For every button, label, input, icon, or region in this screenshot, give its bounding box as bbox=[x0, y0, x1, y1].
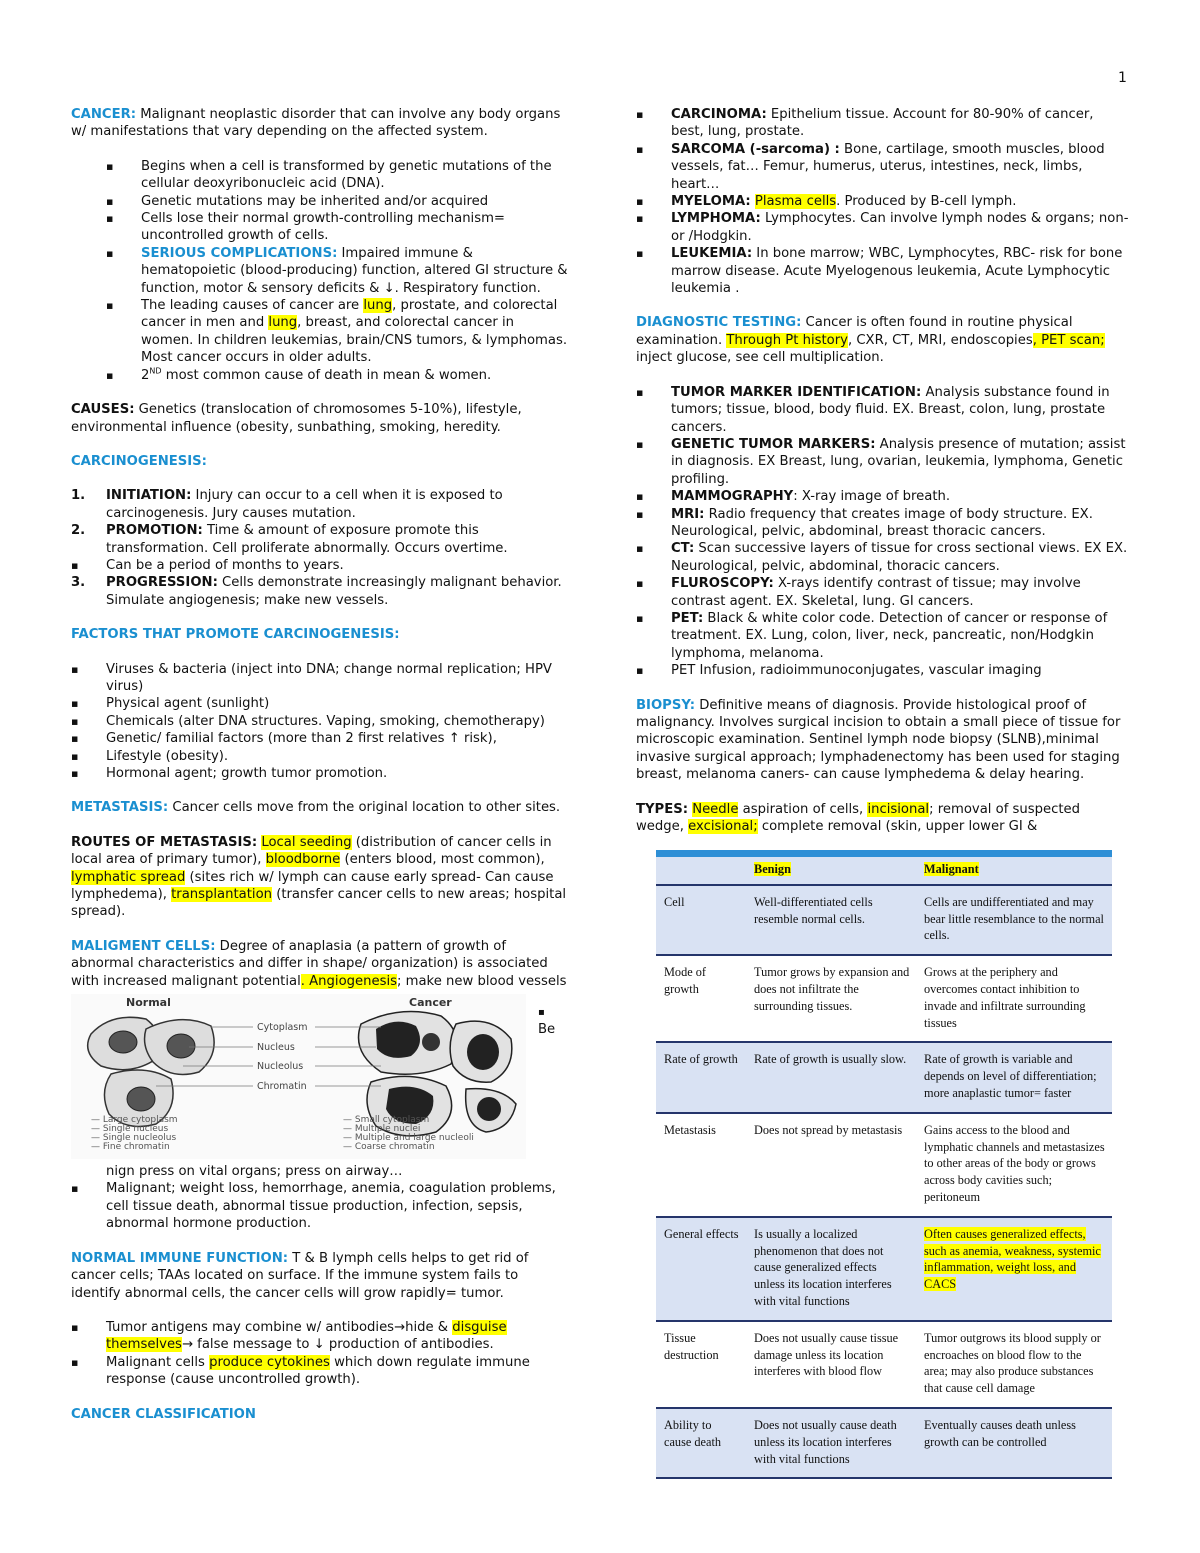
causes bbox=[71, 401, 569, 436]
table-row bbox=[656, 1042, 1112, 1112]
table-row bbox=[656, 1408, 1112, 1478]
highlight: . Angiogenesis bbox=[300, 973, 397, 989]
highlight: Through Pt history bbox=[726, 332, 848, 348]
table-cell: Eventually causes death unless growth can be controlled bbox=[924, 1417, 1076, 1449]
callout-nucleolus: Nucleolus bbox=[257, 1061, 304, 1073]
heading: CARCINOMA: bbox=[671, 107, 767, 122]
stage-promotion bbox=[71, 522, 569, 557]
highlight: disguise bbox=[452, 1319, 507, 1335]
number: 3. bbox=[71, 575, 86, 591]
text: Epithelium tissue. Account for 80-90% of cancer, best, lung, prostate. bbox=[671, 107, 1094, 140]
heading-carcinogenesis: CARCINOGENESIS: bbox=[71, 453, 207, 469]
text: aspiration of cells, bbox=[738, 801, 868, 817]
bullet-icon: ▪ bbox=[538, 1007, 545, 1019]
highlight: Often causes generalized effects, such as anemia, weakness, systemic inflammation, weight loss, and CACS bbox=[924, 1226, 1101, 1292]
benign-continuation: nign press on vital organs; press on airway… bbox=[106, 1164, 403, 1180]
text: Cells demonstrate increasingly malignant behavior. Simulate angiogenesis; make new vessels. bbox=[106, 575, 562, 608]
heading: MRI: bbox=[671, 506, 705, 522]
highlight: Plasma cells bbox=[754, 194, 837, 210]
text: (transfer cancer cells to new areas; hospital spread). bbox=[71, 887, 567, 920]
table-row bbox=[656, 1217, 1112, 1321]
heading: MYELOMA: bbox=[671, 194, 751, 210]
text: : X-ray image of breath. bbox=[793, 489, 951, 505]
highlight: excisional; bbox=[688, 819, 758, 835]
highlight: Local seeding bbox=[261, 834, 352, 850]
heading: PROMOTION: bbox=[106, 523, 203, 539]
table-cell: Does not usually cause death unless its location interferes with vital functions bbox=[754, 1417, 897, 1466]
heading: LEUKEMIA: bbox=[671, 246, 753, 262]
list-item bbox=[71, 1319, 569, 1354]
table-row bbox=[656, 955, 1112, 1042]
heading-factors: FACTORS THAT PROMOTE CARCINOGENESIS: bbox=[71, 627, 400, 643]
list-item-leading bbox=[71, 297, 569, 367]
highlight: produce cytokines bbox=[209, 1354, 330, 1370]
heading-metastasis: METASTASIS: bbox=[71, 800, 169, 816]
table-cell: Tumor grows by expansion and does not infiltrate the surrounding tissues. bbox=[754, 965, 910, 1013]
legend-item: — Large cytoplasm bbox=[91, 1115, 178, 1126]
highlight: Needle bbox=[692, 801, 739, 817]
table-cell: Does not spread by metastasis bbox=[754, 1122, 903, 1137]
legend-item: — Single nucleolus bbox=[91, 1133, 177, 1144]
page-number: 1 bbox=[1118, 70, 1127, 86]
text: X-rays identify contrast of tissue; may involve contrast agent. EX. Skeletal, lung. GI cancers. bbox=[671, 576, 1081, 609]
callout-chromatin: Chromatin bbox=[257, 1081, 307, 1093]
benign-vs-malignant-table bbox=[656, 850, 1112, 1479]
tests-list bbox=[636, 384, 1130, 680]
text: Black & white color code. Detection of cancer or response of treatment. EX. Lung, colon, liver, neck, pancreatic, non/Hodgkin lymphoma, melanoma. bbox=[671, 610, 1108, 661]
heading: INITIATION: bbox=[106, 488, 192, 504]
table-header-malignant bbox=[916, 854, 1112, 885]
normal-vs-cancer-figure bbox=[71, 994, 556, 1159]
text: complete removal (skin, upper lower GI & bbox=[757, 819, 1038, 835]
text: inject glucose, see cell multiplication. bbox=[636, 350, 884, 366]
table-cell: Cell bbox=[664, 894, 685, 909]
table-cell: Tissue destruction bbox=[664, 1330, 719, 1362]
list-item-leukemia bbox=[636, 245, 1130, 297]
text: In bone marrow; WBC, Lymphocytes, RBC- risk for bone marrow disease. Acute Myelogenous leukemia, Acute Lymphocytic leukemia . bbox=[671, 246, 1123, 297]
text: Cancer is often found in routine physical examination. bbox=[636, 315, 1073, 348]
list-item-sarcoma bbox=[636, 141, 1130, 193]
text: Tumor antigens may combine w/ antibodies→hide & bbox=[106, 1319, 453, 1335]
heading-routes: ROUTES OF METASTASIS: bbox=[71, 834, 258, 850]
text: T & B lymph cells helps to get rid of cancer cells; TAAs located on surface. If the immune system fails to identify abnormal cells, the cancer cells will grow rapidly= tumor. bbox=[71, 1250, 529, 1301]
text: PET Infusion, radioimmunoconjugates, vascular imaging bbox=[671, 663, 1042, 679]
text: most common cause of death in mean & women. bbox=[161, 367, 492, 383]
malignant-list bbox=[71, 1180, 569, 1232]
list-item: ▪ Lifestyle (obesity). bbox=[71, 748, 569, 765]
list-item-second bbox=[71, 367, 569, 384]
metastasis bbox=[71, 799, 569, 816]
heading: FLUROSCOPY: bbox=[671, 576, 774, 592]
text: Definitive means of diagnosis. Provide histological proof of malignancy. Involves surgical incision to obtain a small piece of tissue for microscopic examination. Sentinel lymph node biopsy (SLNB),minimal invasive surgical approach; lymphadenectomy has been used for staging breast, melanoma caners- can cause lymphedema & delay hearing. bbox=[636, 697, 1121, 783]
heading-cancer: CANCER: bbox=[71, 107, 137, 122]
table-row bbox=[656, 1113, 1112, 1217]
table-cell: Grows at the periphery and overcomes contact inhibition to invade and infiltrate surrounding tissues bbox=[924, 965, 1086, 1030]
header-label: Malignant bbox=[924, 862, 979, 876]
list-item-myeloma bbox=[636, 193, 1130, 210]
legend-item: — Multiple and large nucleoli bbox=[343, 1133, 474, 1144]
right-column bbox=[636, 106, 1130, 835]
highlight: lymphatic spread bbox=[71, 869, 186, 885]
list-item bbox=[636, 575, 1130, 610]
list-item: ▪ Begins when a cell is transformed by genetic mutations of the cellular deoxyribonucleic acid (DNA). bbox=[71, 158, 569, 193]
heading: LYMPHOMA: bbox=[671, 211, 761, 227]
highlight: bloodborne bbox=[265, 852, 341, 868]
heading: SARCOMA (-sarcoma) : bbox=[671, 141, 840, 157]
text: Injury can occur to a cell when it is exposed to carcinogenesis. Jury causes mutation. bbox=[106, 488, 503, 521]
text: Cancer cells move from the original location to other sites. bbox=[168, 800, 561, 816]
list-item: ▪ Chemicals (alter DNA structures. Vaping, smoking, chemotherapy) bbox=[71, 713, 569, 730]
immune-function bbox=[71, 1250, 569, 1302]
heading: MAMMOGRAPHY bbox=[671, 489, 794, 505]
heading-biopsy: BIOPSY: bbox=[636, 697, 696, 713]
text: Lymphocytes. Can involve lymph nodes & organs; non- or /Hodgkin. bbox=[671, 211, 1129, 244]
legend-item: — Small cytoplasm bbox=[343, 1115, 430, 1126]
immune-list bbox=[71, 1319, 569, 1389]
text: Analysis presence of mutation; assist in diagnosis. EX Breast, lung, ovarian, leukemia, lymphoma, Genetic profiling. bbox=[671, 436, 1126, 487]
cell-diagram bbox=[71, 994, 526, 1159]
table-cell: Rate of growth is usually slow. bbox=[754, 1052, 907, 1067]
table-header-row bbox=[656, 854, 1112, 885]
text: , prostate, and colorectal cancer in men and bbox=[141, 298, 558, 331]
table-cell: Ability to cause death bbox=[664, 1417, 722, 1449]
heading: PET: bbox=[671, 610, 704, 626]
callout-nucleus: Nucleus bbox=[257, 1042, 295, 1054]
list-item bbox=[636, 436, 1130, 488]
table-row bbox=[656, 1321, 1112, 1408]
list-item bbox=[636, 610, 1130, 662]
table-cell: Gains access to the blood and lymphatic channels and metastasizes to other areas of the body or grows across body cavities such; peritoneum bbox=[924, 1122, 1105, 1204]
heading: CT: bbox=[671, 541, 695, 557]
text: The leading causes of cancer are bbox=[141, 298, 364, 314]
serious-text: Impaired immune & hematopoietic (blood-producing) function, altered GI structure & function, motor & sensory deficits & ↓. Respiratory function. bbox=[141, 245, 568, 296]
heading-classification: CANCER CLASSIFICATION bbox=[71, 1406, 256, 1422]
list-item: ▪ Malignant; weight loss, hemorrhage, anemia, coagulation problems, cell tissue death, abnormal tissue production, infection, sepsis, abnormal hormone production. bbox=[71, 1180, 569, 1232]
text: Radio frequency that creates image of body structure. EX. Neurological, pelvic, abdominal, breast thoracic cancers. bbox=[671, 506, 1093, 539]
table-header-benign bbox=[746, 854, 916, 885]
legend-item: — Coarse chromatin bbox=[343, 1142, 435, 1153]
promotion-sublist bbox=[71, 557, 569, 574]
callout-cytoplasm: Cytoplasm bbox=[257, 1022, 308, 1034]
text: , breast, and colorectal cancer in women. In children leukemias, brain/CNS tumors, & lymphomas. Most cancer occurs in older adults. bbox=[141, 315, 568, 366]
text: 2 bbox=[141, 367, 150, 383]
text: which down regulate immune response (cause uncontrolled growth). bbox=[106, 1354, 530, 1388]
list-item: ▪ Cells lose their normal growth-controlling mechanism= uncontrolled growth of cells. bbox=[71, 210, 569, 245]
heading: PROGRESSION: bbox=[106, 575, 218, 591]
highlight: themselves bbox=[106, 1337, 182, 1353]
table-row bbox=[656, 885, 1112, 955]
routes bbox=[71, 834, 569, 921]
list-item: ▪ Can be a period of months to years. bbox=[71, 557, 569, 574]
legend-item: — Multiple nuclei bbox=[343, 1124, 421, 1135]
list-item-serious bbox=[71, 245, 569, 297]
superscript: ND bbox=[149, 366, 162, 376]
table-cell: Rate of growth is variable and depends on level of differentiation; more anaplastic tumor= faster bbox=[924, 1052, 1097, 1100]
table-header bbox=[656, 854, 746, 885]
list-item: ▪ Hormonal agent; growth tumor promotion. bbox=[71, 765, 569, 782]
table-cell-highlighted bbox=[916, 1217, 1112, 1321]
wrapped-bullet bbox=[538, 1004, 578, 1038]
list-item: ▪ Viruses & bacteria (inject into DNA; change normal replication; HPV virus) bbox=[71, 661, 569, 696]
stage-progression bbox=[71, 574, 569, 609]
legend-item: — Fine chromatin bbox=[91, 1142, 170, 1153]
list-item bbox=[636, 540, 1130, 575]
number: 2. bbox=[71, 523, 86, 539]
table-cell: Cells are undifferentiated and may bear little resemblance to the normal cells. bbox=[924, 894, 1104, 943]
highlight: incisional bbox=[867, 801, 930, 817]
text: (sites rich w/ lymph can cause early spread- Can cause lymphedema), bbox=[71, 869, 554, 903]
list-item: ▪ Genetic/ familial factors (more than 2 first relatives ↑ risk), bbox=[71, 730, 569, 747]
cancer-text: Malignant neoplastic disorder that can involve any body organs w/ manifestations that vary depending on the affected system. bbox=[71, 107, 561, 140]
list-item bbox=[636, 506, 1130, 541]
text: → false message to ↓ production of antibodies. bbox=[181, 1337, 494, 1353]
text: Be bbox=[538, 1022, 556, 1038]
heading-diagnostic: DIAGNOSTIC TESTING: bbox=[636, 315, 802, 331]
text: Analysis substance found in tumors; tissue, blood, body fluid. EX. Breast, colon, lung, prostate cancers. bbox=[671, 384, 1110, 435]
text: (distribution of cancer cells in local area of primary tumor), bbox=[71, 834, 552, 868]
table-cell: Tumor outgrows its blood supply or encroaches on blood flow to the area; may also produce substances that cause cell damage bbox=[924, 1330, 1101, 1396]
number: 1. bbox=[71, 488, 86, 504]
table-cell: Well-differentiated cells resemble normal cells. bbox=[754, 894, 873, 926]
list-item-carcinoma bbox=[636, 106, 1130, 141]
heading-serious: SERIOUS COMPLICATIONS: bbox=[141, 245, 338, 261]
table-cell: General effects bbox=[664, 1226, 739, 1241]
cancer-list bbox=[71, 158, 569, 384]
text: Time & amount of exposure promote this transformation. Cell proliferate abnormally. Occurs overtime. bbox=[106, 523, 508, 556]
biopsy-types bbox=[636, 801, 1130, 836]
table-cell: Is usually a localized phenomenon that does not cause generalized effects unless its location interferes with vital functions bbox=[754, 1226, 892, 1308]
heading-immune: NORMAL IMMUNE FUNCTION: bbox=[71, 1250, 289, 1266]
text: ; removal of suspected wedge, bbox=[636, 801, 1081, 835]
table-cell: Does not usually cause tissue damage unless its location interferes with blood flow bbox=[754, 1330, 899, 1379]
causes-text: Genetics (translocation of chromosomes 5-10%), lifestyle, environmental influence (obesity, sunbathing, smoking, heredity. bbox=[71, 402, 522, 435]
text: Bone, cartilage, smooth muscles, blood vessels, fat… Femur, humerus, uterus, intestines, neck, limbs, heart… bbox=[671, 141, 1105, 192]
text: (enters blood, most common), bbox=[340, 852, 545, 868]
text: ; make new blood vessels bbox=[397, 973, 567, 989]
text: Scan successive layers of tissue for cross sectional views. EX EX. Neurological, pelvic, abdominal, thoracic cancers. bbox=[671, 541, 1128, 574]
table-cell: Rate of growth bbox=[664, 1052, 738, 1067]
figure-label-normal: Normal bbox=[126, 996, 171, 1010]
biopsy bbox=[636, 697, 1130, 784]
list-item-lymphoma bbox=[636, 210, 1130, 245]
highlight: lung bbox=[268, 315, 298, 331]
table-cell: Metastasis bbox=[664, 1122, 716, 1137]
cancer-definition bbox=[71, 106, 569, 141]
heading: GENETIC TUMOR MARKERS: bbox=[671, 436, 876, 452]
highlight: lung bbox=[363, 298, 393, 314]
highlight: transplantation bbox=[171, 887, 272, 903]
malignant-cells bbox=[71, 938, 569, 990]
diagnostic-testing bbox=[636, 314, 1130, 366]
list-item: ▪ Physical agent (sunlight) bbox=[71, 695, 569, 712]
factors-list bbox=[71, 661, 569, 783]
heading-causes: CAUSES: bbox=[71, 402, 135, 418]
text: . Produced by B-cell lymph. bbox=[836, 194, 1017, 210]
list-item bbox=[636, 662, 1130, 679]
heading-types: TYPES: bbox=[636, 801, 688, 817]
heading-malignant-cells: MALIGMENT CELLS: bbox=[71, 938, 216, 954]
figure-label-cancer: Cancer bbox=[409, 996, 452, 1010]
text: Degree of anaplasia (a pattern of growth of abnormal characteristics and differ in shape/ organization) is associated with increased malignant potential bbox=[71, 938, 548, 989]
list-item bbox=[71, 1354, 569, 1389]
left-column bbox=[71, 106, 569, 1423]
legend-item: — Single nucleus bbox=[91, 1124, 169, 1135]
table-cell: Mode of growth bbox=[664, 965, 707, 996]
list-item bbox=[636, 384, 1130, 436]
cancer-types-list bbox=[636, 106, 1130, 297]
list-item: ▪ Genetic mutations may be inherited and/or acquired bbox=[71, 193, 569, 210]
header-label: Benign bbox=[754, 862, 791, 876]
highlight: , PET scan; bbox=[1032, 332, 1105, 348]
stage-initiation bbox=[71, 487, 569, 522]
text: , CXR, CT, MRI, endoscopies bbox=[847, 332, 1033, 348]
heading: TUMOR MARKER IDENTIFICATION: bbox=[671, 384, 922, 400]
list-item bbox=[636, 488, 1130, 505]
text: Malignant cells bbox=[106, 1354, 210, 1370]
